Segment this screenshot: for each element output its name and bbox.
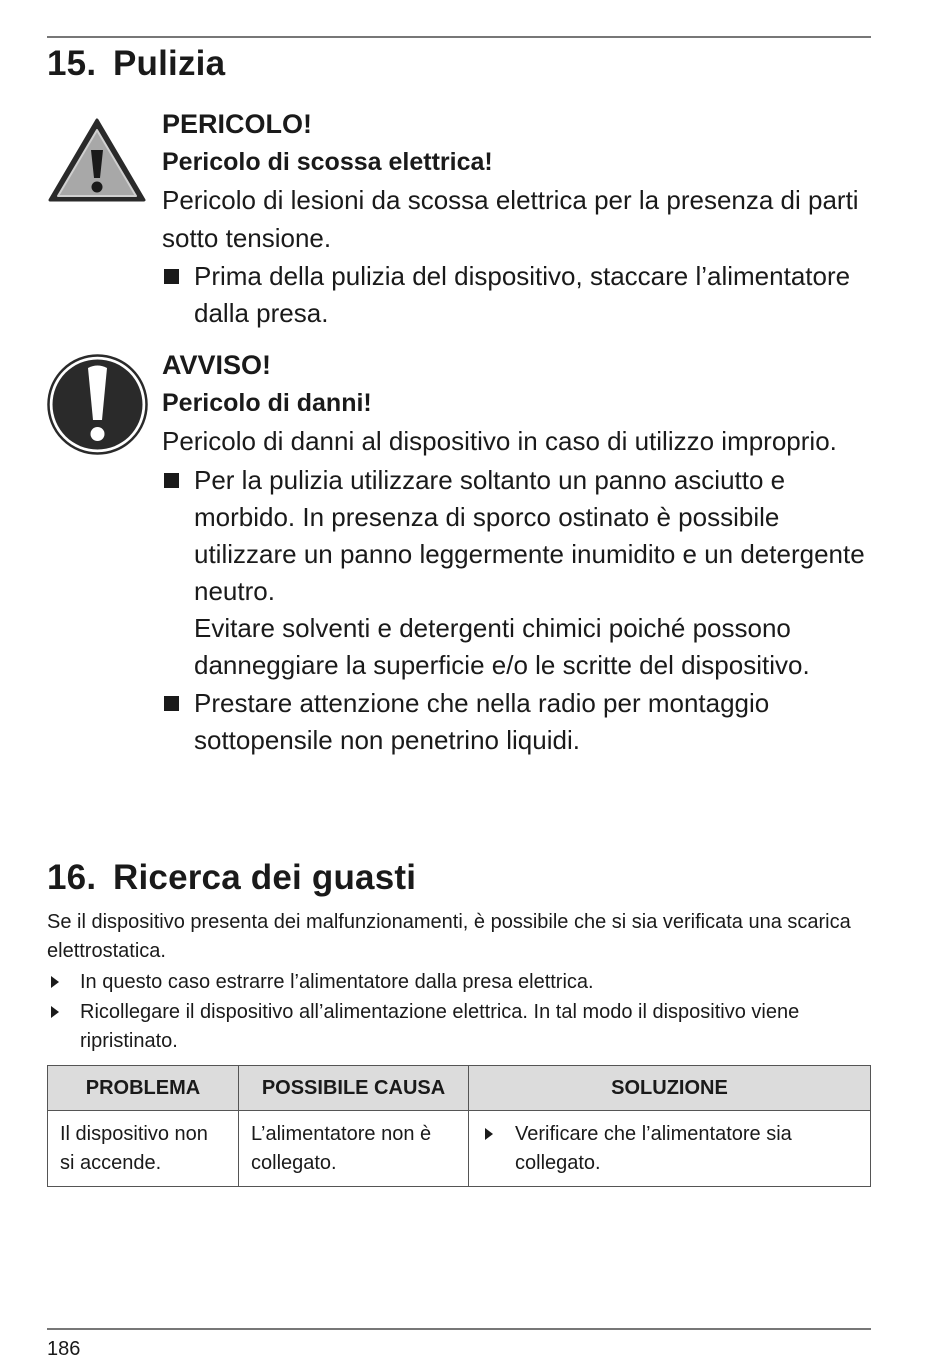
table-row [48,1111,871,1187]
section-15-number: 15. [47,44,97,83]
header-problem: PROBLEMA [48,1066,239,1111]
danger-bullet-text: Prima della pulizia del dispositivo, staccare l’alimentatore dalla presa. [194,261,851,328]
solution-item [481,1120,858,1178]
step-1-text: In questo caso estrarre l’alimentatore dalla presa elettrica. [80,971,594,993]
square-bullet-icon [164,696,179,711]
notice-bullet-1 [162,462,872,684]
page-number: 186 [47,1338,81,1360]
top-rule [47,36,871,38]
step-2-text: Ricollegare il dispositivo all’alimentazione elettrica. In tal modo il dispositivo viene ripristinato. [80,1001,800,1052]
square-bullet-icon [164,269,179,284]
section-16-title: Ricerca dei guasti [113,858,417,897]
exclamation-circle-icon [47,354,148,455]
section-15-title: Pulizia [113,44,226,83]
troubleshooting-table [47,1065,871,1187]
danger-label: PERICOLO! [162,109,313,139]
table-header-row [48,1066,871,1111]
notice-bullet-1-extra: Evitare solventi e detergenti chimici poiché possono danneggiare la superficie e/o le scritte del dispositivo. [194,612,810,680]
header-cause: POSSIBILE CAUSA [239,1066,469,1111]
section-15-heading [47,44,225,84]
notice-bullet-1-text: Per la pulizia utilizzare soltanto un panno asciutto e morbido. In presenza di sporco ostinato è possibile utilizzare un panno leggermente inumidito e un detergente neutro. [194,464,865,606]
danger-note [162,105,872,332]
danger-text: Pericolo di lesioni da scossa elettrica per la presenza di parti sotto tensione. [162,185,859,253]
square-bullet-icon [164,473,179,488]
warning-triangle-icon [47,117,147,203]
danger-subtitle: Pericolo di scossa elettrica! [162,148,493,176]
section-16-heading [47,858,416,898]
step-1 [47,968,871,997]
triangle-arrow-icon [51,1006,59,1018]
danger-bullet [162,258,872,332]
notice-subtitle: Pericolo di danni! [162,389,372,417]
triangle-arrow-icon [51,976,59,988]
cell-problem: Il dispositivo non si accende. [48,1111,239,1187]
troubleshooting-intro: Se il dispositivo presenta dei malfunzionamenti, è possibile che si sia verificata una scarica elettrostatica. [47,911,851,962]
solution-text: Verificare che l’alimentatore sia collegato. [515,1123,792,1174]
header-solution: SOLUZIONE [469,1066,871,1111]
cell-cause: L’alimentatore non è collegato. [239,1111,469,1187]
cell-solution [469,1111,871,1187]
notice-label: AVVISO! [162,350,272,380]
step-2 [47,998,871,1056]
notice-note [162,346,872,759]
notice-bullet-2 [162,685,872,759]
section-16-number: 16. [47,858,97,897]
triangle-arrow-icon [485,1128,493,1140]
notice-text: Pericolo di danni al dispositivo in caso di utilizzo improprio. [162,426,837,456]
bottom-rule [47,1328,871,1330]
notice-bullet-2-text: Prestare attenzione che nella radio per montaggio sottopensile non penetrino liquidi. [194,687,770,755]
